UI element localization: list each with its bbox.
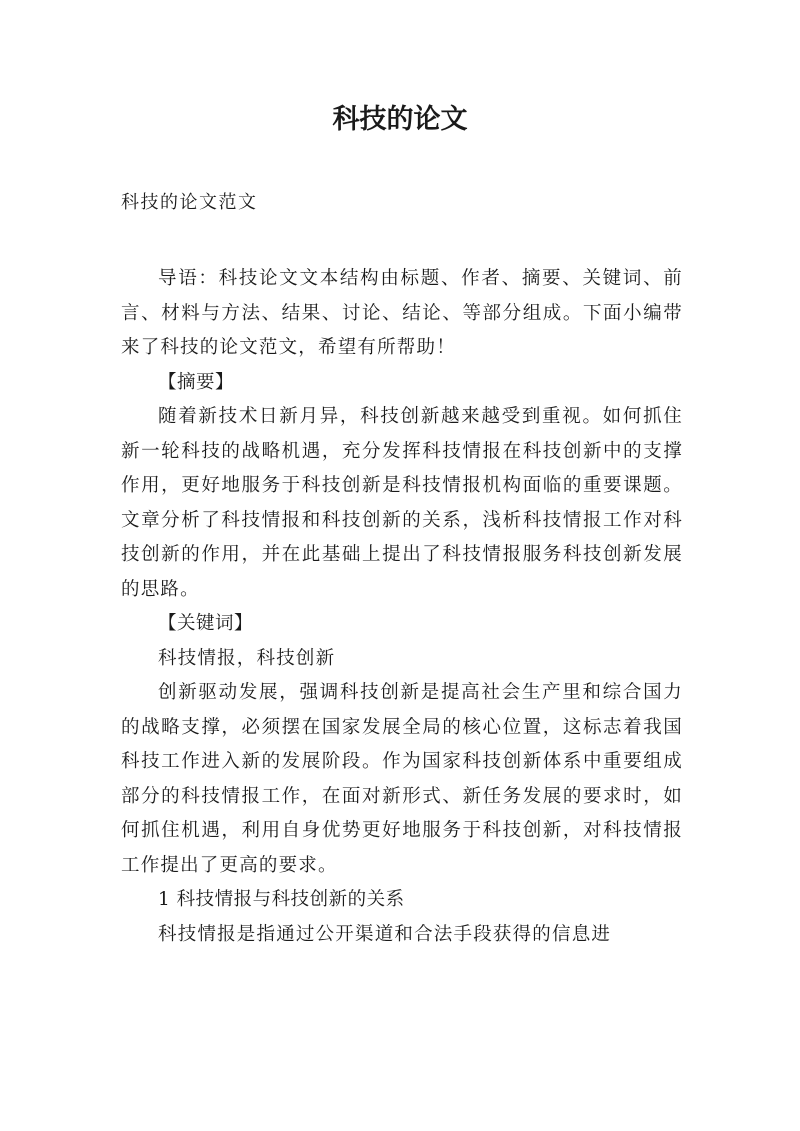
body-paragraph: 创新驱动发展，强调科技创新是提高社会生产里和综合国力的战略支撑，必须摆在国家发展全局的核心位置，这标志着我国科技工作进入新的发展阶段。作为国家科技创新体系中重要组成部分的科技情报工作，在面对新形式、新任务发展的要求时，如何抓住机遇，利用自身优势更好地服务于科技创新，对科技情报工作提出了更高的要求。	[121, 682, 683, 876]
abstract-paragraph: 随着新技术日新月异，科技创新越来越受到重视。如何抓住新一轮科技的战略机遇，充分发挥科技情报在科技创新中的支撑作用，更好地服务于科技创新是科技情报机构面临的重要课题。文章分析了科技情报和科技创新的关系，浅析科技情报工作对科技创新的作用，并在此基础上提出了科技情报服务科技创新发展的思路。	[121, 406, 683, 600]
abstract-heading: 【摘要】	[158, 371, 235, 393]
document-subtitle: 科技的论文范文	[121, 192, 258, 213]
document-title: 科技的论文	[332, 104, 468, 135]
keywords-heading: 【关键词】	[158, 613, 254, 634]
section-heading: 1 科技情报与科技创新的关系	[158, 889, 405, 910]
keywords-text: 科技情报，科技创新	[158, 647, 336, 669]
document-body	[121, 262, 683, 952]
section-paragraph: 科技情报是指通过公开渠道和合法手段获得的信息进	[158, 923, 612, 945]
intro-paragraph: 导语：科技论文文本结构由标题、作者、摘要、关键词、前言、材料与方法、结果、讨论、结论、等部分组成。下面小编带来了科技的论文范文，希望有所帮助！	[121, 268, 683, 358]
